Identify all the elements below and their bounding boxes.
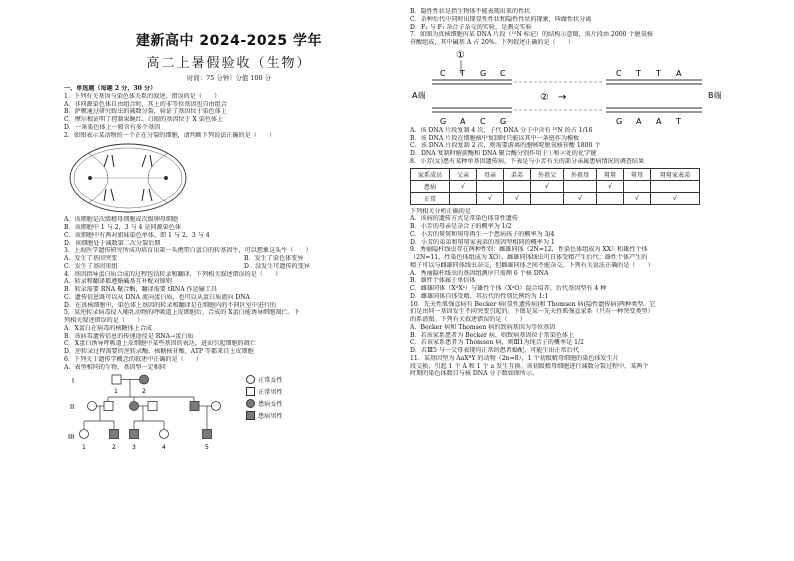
table-cell — [477, 180, 504, 192]
text-line: 10．先天性肌强直病有 Becker 病(显性遗传病)和 Thomsen 病(隐性遗传病)两种类型。它 — [410, 300, 656, 308]
table-cell: √ — [597, 180, 624, 192]
text-line: C．该细胞中有两对姐妹染色单体，即 1 与 2，3 与 4 — [64, 231, 210, 239]
exam-meta: 时间：75 分钟）分值 100 分 — [187, 74, 271, 82]
text-line: 7．如图为真核细胞内某 DNA 片段（¹⁵N 标记）的结构示意图，该片段由 2000 个脱氧核 — [410, 31, 653, 39]
table-header-cell: 父亲 — [450, 168, 477, 180]
normal-male-icon — [246, 387, 255, 396]
question-block-7-8 — [410, 127, 740, 166]
text-line: A．该细胞是次级精母细胞或次级卵母细胞 — [64, 216, 179, 224]
base-letter: A — [460, 116, 466, 126]
generation-label: II — [70, 403, 75, 412]
text-line: 的系谱图。下列有关叙述错误的是（ ） — [410, 316, 526, 323]
table-header-cell: 外祖母 — [564, 168, 597, 180]
normal-male — [112, 375, 121, 384]
table-header-cell: 弟弟 — [504, 168, 531, 180]
text-line: B．小芳的母亲是杂合子的概率为 1/2 — [410, 223, 512, 230]
affected-female — [130, 402, 139, 411]
cell-division-figure — [68, 141, 188, 215]
text-line: A．X蛋白在病毒的核糖体上合成 — [64, 324, 152, 332]
affected-male — [110, 430, 119, 439]
text-line: 3．上海医学遗传研究所成功培育出第一头携带白蛋白的转基因牛，可以想象这头牛（ ） — [64, 247, 312, 255]
question-block-2-3 — [64, 216, 394, 255]
affected-male — [203, 430, 212, 439]
text-line: D．若Ⅲ5 与一父母表现均正常的患者婚配，可能生出正常后代 — [410, 347, 579, 354]
table-header-cell: 外祖父 — [531, 168, 564, 180]
individual-number: 4 — [162, 444, 166, 452]
text-line: 一、单选题（每题 2 分，30 分） — [64, 85, 157, 92]
table-cell: √ — [477, 192, 504, 204]
pedigree-figure — [64, 371, 394, 459]
text-line: C．该 DNA 片段复制 2 次，则需要游离的胞嘧啶脱氧核苷酸 1800 个 — [410, 142, 601, 150]
text-line: D．该细胞处于减数第二次分裂后期 — [64, 239, 161, 247]
bond-label-1: ① — [456, 49, 465, 61]
table-cell — [651, 180, 700, 192]
option-row — [64, 255, 394, 263]
right-column — [410, 8, 740, 378]
legend-label: 正常男性 — [258, 388, 283, 396]
table-cell — [531, 192, 564, 204]
table-row — [411, 192, 700, 204]
legend-label: 患病女性 — [258, 400, 283, 408]
text-line: 6．下列关于遗传学概念的叙述中正确的是（ ） — [64, 355, 202, 363]
normal-male — [104, 402, 113, 411]
table-cell: √ — [450, 180, 477, 192]
text-line: 下列相关分析正确的是 — [410, 207, 471, 215]
table-cell: √ — [564, 192, 597, 204]
text-line: D．雌雄同体自体受精，其后代的性别比例约为 1:1 — [410, 292, 549, 300]
individual-number: 2 — [142, 388, 146, 396]
school-title: 建新高中 2024-2025 学年 — [136, 33, 322, 49]
table-row — [411, 180, 700, 192]
table-cell — [624, 180, 651, 192]
normal-male — [148, 402, 157, 411]
affected-female-icon — [246, 399, 255, 408]
table-cell: 患病 — [411, 180, 450, 192]
table-cell: √ — [531, 180, 564, 192]
text-line: 时期的染色体数目与核 DNA 分子数如图所示。 — [410, 370, 539, 378]
text-line: B．该细胞中 1 与 2，3 与 4 是同源染色体 — [64, 224, 181, 231]
text-line: C．若该家系患者为 Thomsen 病，则Ⅲ1为纯合子的概率是 1/2 — [410, 339, 584, 347]
text-line: A．Becker 病和 Thomsen 病的致病基因为等位基因 — [410, 323, 556, 331]
end-b-label: B端 — [708, 90, 722, 100]
chromosome — [104, 189, 114, 201]
table-cell: √ — [651, 192, 700, 204]
text-line: 11．某基因型为 AaXᴮY 的动物（2n=8），1 个初级精母细胞的染色体发生片 — [410, 354, 619, 362]
normal-female — [80, 430, 89, 439]
normal-female-icon — [246, 375, 255, 384]
text-line: D．逆转录过程需要的逆转录酶、核糖核苷酸、ATP 等都来自上皮细胞 — [64, 348, 254, 355]
text-line: C．遗传信息既可以从 DNA 流向蛋白质，也可以从蛋白质流向 DNA — [64, 293, 250, 301]
normal-female — [160, 430, 169, 439]
option-d: D．没发生可遗传的变异 — [244, 262, 310, 270]
text-line: B．雄性个体属于单倍体 — [410, 277, 476, 285]
text-line: B．萨顿通过研究蝗虫的减数分裂，验证了基因位于染色体上 — [64, 108, 227, 116]
base-letter: A — [636, 116, 642, 126]
normal-female — [88, 402, 97, 411]
text-line: 5．某逆转录病毒侵入哺乳动物的呼吸道上皮细胞后，合成的 X蛋白能诱导细胞凋亡。下 — [64, 309, 300, 317]
individual-number: 1 — [82, 444, 86, 452]
text-line: D．一条染色体上一般含有多个基因 — [64, 123, 161, 131]
base-letter: G — [500, 116, 507, 126]
text-line: A．该 DNA 片段复制 4 次，子代 DNA 分子中含有 ¹⁵N 的占 1/16 — [410, 126, 593, 134]
affected-male — [190, 402, 199, 411]
legend-label: 患病男性 — [258, 412, 283, 420]
centrosome — [164, 176, 168, 180]
text-line: A．非同源染色体自由组合时，其上的非等位基因也自由组合 — [64, 100, 227, 108]
table-cell: 正常 — [411, 192, 450, 204]
text-line: D．F₂ 与 F₁ 杂合子杂交的实验，是测交实验 — [410, 23, 532, 31]
q3-options — [64, 255, 394, 271]
text-line: 8．小芳(女)患有某种单基因遗传病，下表是与小芳有关的部分亲属患病情况的调查结果 — [410, 157, 645, 165]
text-line: C．杂种后代中同时出现显性性状和隐性性状的现象，叫做性状分离 — [410, 15, 592, 23]
affected-male — [130, 430, 139, 439]
table-cell — [504, 180, 531, 192]
option-c: C．发生了基因重组 — [64, 262, 118, 270]
table-header-row — [411, 168, 700, 180]
text-line: D．小芳的弟弟和舅舅家表弟的基因型相同的概率为 1 — [410, 238, 555, 246]
table-cell — [564, 180, 597, 192]
generation-label: III — [68, 433, 75, 442]
table-header-cell: 舅母 — [624, 168, 651, 180]
base-letter: T — [460, 68, 465, 78]
affected-male-icon — [246, 411, 255, 420]
individual-number: 2 — [112, 444, 116, 452]
question-block-4-6 — [64, 271, 394, 372]
text-line: 们是由同一基因发生不同突变引起的。下图是某一先天性肌强直家系（只有一种突变类型） — [410, 308, 654, 316]
individual-number: 1 — [114, 388, 118, 396]
text-line: 2．如图表示某动物的一个正在分裂的细胞，请判断下列说法正确的是（ ） — [64, 131, 276, 139]
question-block-6-7 — [410, 8, 740, 47]
left-column — [64, 8, 394, 459]
arrow-icon: → — [558, 91, 567, 103]
chromosome — [104, 155, 114, 167]
base-letter: C — [616, 68, 622, 78]
base-letter: C — [500, 68, 506, 78]
text-line: 精子可以与雌雄同体线虫杂交，但雌雄同体之间不能杂交。下列有关说法正确的是（ ） — [410, 261, 654, 269]
text-line: A．秀丽隐杆线虫的基因组测序只需测 6 个核 DNA — [410, 269, 549, 277]
base-letter: A — [676, 68, 682, 78]
option-a: A．发生了基因突变 — [64, 255, 118, 262]
base-letter: G — [480, 68, 487, 78]
text-line: A．表型相同的生物，基因型一定相同 — [64, 363, 166, 371]
text-line: C．X蛋白诱导呼吸道上皮细胞中某些基因的表达，进而引起细胞的凋亡 — [64, 340, 256, 348]
family-survey-table — [410, 168, 700, 205]
option-row — [64, 263, 394, 271]
text-line: C．摩尔根证明了控制果蝇红、白眼的基因位于 X 染色体上 — [64, 116, 224, 123]
base-letter: T — [676, 116, 681, 126]
option-b: B．发生了染色体变异 — [244, 255, 304, 262]
text-line: B．隐性性状是指生物体不能表现出来的性状 — [410, 8, 531, 15]
text-line: 4．基因指导蛋白质合成的过程包括转录和翻译，下列相关叙述错误的是（ ） — [64, 270, 282, 278]
affected-female — [140, 375, 149, 384]
base-letter: A — [656, 116, 662, 126]
centrosome — [88, 176, 92, 180]
base-letter: G — [440, 116, 447, 126]
table-header-cell: 家系成员 — [411, 168, 450, 180]
base-letter: C — [480, 116, 486, 126]
table-header-cell: 舅舅家表弟 — [651, 168, 700, 180]
table-header-cell: 母亲 — [477, 168, 504, 180]
generation-label: I — [72, 377, 75, 386]
chromosome — [142, 155, 152, 167]
text-line: A．转录和翻译都遵循碱基互补配对原则 — [64, 278, 172, 286]
pedigree-legend — [246, 373, 283, 421]
text-line: 1．下列有关基因与染色体关系的叙述，错误的是（ ） — [64, 92, 221, 100]
question-block-1-2 — [64, 85, 394, 139]
legend-label: 正常女性 — [258, 376, 283, 384]
text-line: B．转录需要 RNA 聚合酶，翻译需要 tRNA 作运输工具 — [64, 286, 218, 293]
chromosome — [142, 189, 152, 201]
text-line: B．该病毒遗传信息的传递途径是 RNA→蛋白质 — [64, 332, 194, 340]
text-line: 列相关叙述错误的是（ ） — [64, 317, 144, 324]
text-line: C．小芳的舅舅和舅母再生一个患病孩子的概率为 3/4 — [410, 230, 555, 238]
text-line: B．若该家系患者为 Becker 病，则致病基因位于常染色体上 — [410, 331, 575, 339]
table-cell: √ — [624, 192, 651, 204]
text-line: B．该 DNA 片段在细胞核中复制时只能以其中一条链作为模板 — [410, 134, 580, 142]
base-letter: T — [636, 68, 641, 78]
text-line: 9．秀丽隐杆线虫存在两种性别：雌雄同体（2N=12，性染色体组成为 XX）和雄性个体 — [410, 246, 648, 254]
table-cell — [450, 192, 477, 204]
text-line: A．该病的遗传方式是常染色体显性遗传 — [410, 215, 518, 223]
bond-label-2: ② — [540, 91, 549, 103]
end-a-label: A端 — [412, 90, 426, 100]
base-letter: G — [616, 116, 623, 126]
table-cell: √ — [504, 192, 531, 204]
base-letter: T — [656, 68, 661, 78]
text-line: （2N=11，性染色体组成为 XO）。雌雄同体线虫可自体受精产生后代；雄性个体产生的 — [410, 254, 648, 261]
base-letter: C — [440, 68, 446, 78]
dna-structure-figure — [410, 48, 740, 126]
table-cell — [597, 192, 624, 204]
text-line: 苷酸组成，其中碱基 A 占 20%。下列叙述正确的是（ ） — [410, 39, 574, 46]
individual-number: 3 — [132, 444, 136, 452]
text-line: D．DNA 复制时解旋酶和 DNA 聚合酶分别作用于①和②处的化学键 — [410, 150, 597, 157]
normal-female — [212, 402, 221, 411]
table-header-cell: 舅舅 — [597, 168, 624, 180]
exam-title: 高二上暑假验收（生物） — [146, 56, 312, 71]
text-line: D．在真核细胞中，染色体上基因的转录和翻译是在细胞内的不同区室中进行的 — [64, 301, 277, 309]
text-line: 段交换，引起 1 个 A 和 1 个 a 发生互换。该初级精母细胞进行减数分裂过程中，某两个 — [410, 362, 649, 370]
question-block-8-11 — [410, 208, 740, 379]
individual-number: 5 — [205, 444, 209, 452]
text-line: C．雌雄同体（XᴬXᵃ）与雄性个体（XᵃO）混合培养，后代基因型有 4 种 — [410, 285, 607, 292]
